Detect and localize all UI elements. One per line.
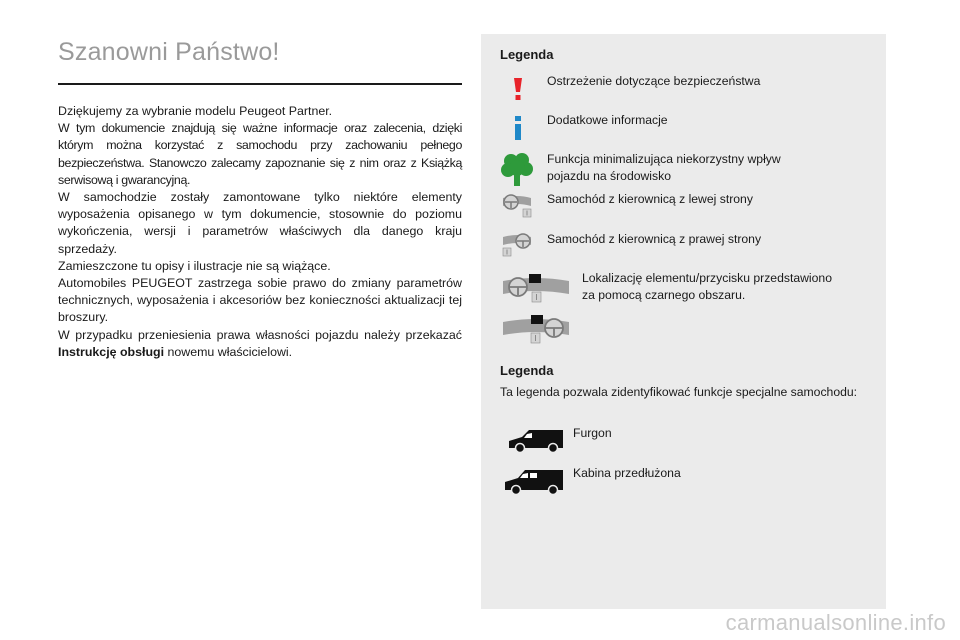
legend-item-extended-cab: Kabina przedłużona — [573, 466, 681, 480]
ownership-text-end: nowemu właścicielowi. — [164, 344, 293, 359]
page-title: Szanowni Państwo! — [58, 38, 280, 66]
legend-heading: Legenda — [500, 47, 554, 62]
rhd-steering-wheel-icon — [501, 231, 533, 257]
legend-heading-2: Legenda — [500, 363, 554, 378]
legend-item-info: Dodatkowe informacje — [547, 113, 668, 127]
info-icon — [512, 116, 524, 140]
legend-item-eco: Funkcja minimalizująca niekorzystny wpływ pojazdu na środowisko — [547, 152, 781, 183]
legend-2-intro: Ta legenda pozwala zidentyfikować funkcje specjalne samochodu: — [500, 385, 858, 399]
title-divider — [58, 83, 462, 85]
paragraph-not-binding: Zamieszczone tu opisy i ilustracje nie są wiążące. — [58, 258, 331, 273]
paragraph-equipment: W samochodzie zostały zamontowane tylko niektóre elementy wyposażenia opisanego w tym dokumencie, stosownie do poziomu wykończenia, wersji i parametrów właściwych dla danego kraju sprzedaży. — [58, 190, 462, 256]
intro-column — [58, 30, 462, 361]
watermark: carmanualsonline.info — [725, 610, 946, 635]
legend-panel — [481, 34, 886, 609]
paragraph-thanks: Dziękujemy za wybranie modelu Peugeot Partner. — [58, 104, 333, 118]
legend-item-rhd: Samochód z kierownicą z prawej strony — [547, 232, 762, 246]
exclamation-icon — [511, 77, 525, 101]
van-extended-cab-icon — [503, 466, 565, 496]
paragraph-ownership — [58, 327, 462, 361]
paragraph-info: W tym dokumencie znajdują się ważne informacje oraz zalecenia, dzięki którym można korzystać z samochodu przy zachowaniu pełnego bezpieczeństwa. Stanowczo zalecamy zapoznanie się z nim oraz z Książką serwisową i gwarancyjną. — [58, 121, 462, 187]
ownership-text: W przypadku przeniesienia prawa własności pojazdu należy przekazać — [58, 327, 462, 342]
tree-icon — [501, 151, 533, 187]
intro-text — [58, 103, 462, 361]
legend-item-warning: Ostrzeżenie dotyczące bezpieczeństwa — [547, 74, 761, 88]
manual-name: Instrukcję obsługi — [58, 344, 165, 359]
legend-item-van: Furgon — [573, 426, 612, 440]
legend-item-location: Lokalizację elementu/przycisku przedstawiono za pomocą czarnego obszaru. — [582, 271, 832, 302]
paragraph-rights: Automobiles PEUGEOT zastrzega sobie prawo do zmiany parametrów technicznych, wyposażenia i akcesoriów bez konieczności aktualizacji tej broszury. — [58, 276, 462, 325]
dashboard-location-lhd-icon — [501, 272, 571, 304]
dashboard-location-rhd-icon — [501, 313, 571, 345]
van-icon — [507, 426, 565, 454]
lhd-steering-wheel-icon — [501, 192, 533, 218]
legend-item-lhd: Samochód z kierownicą z lewej strony — [547, 192, 753, 206]
